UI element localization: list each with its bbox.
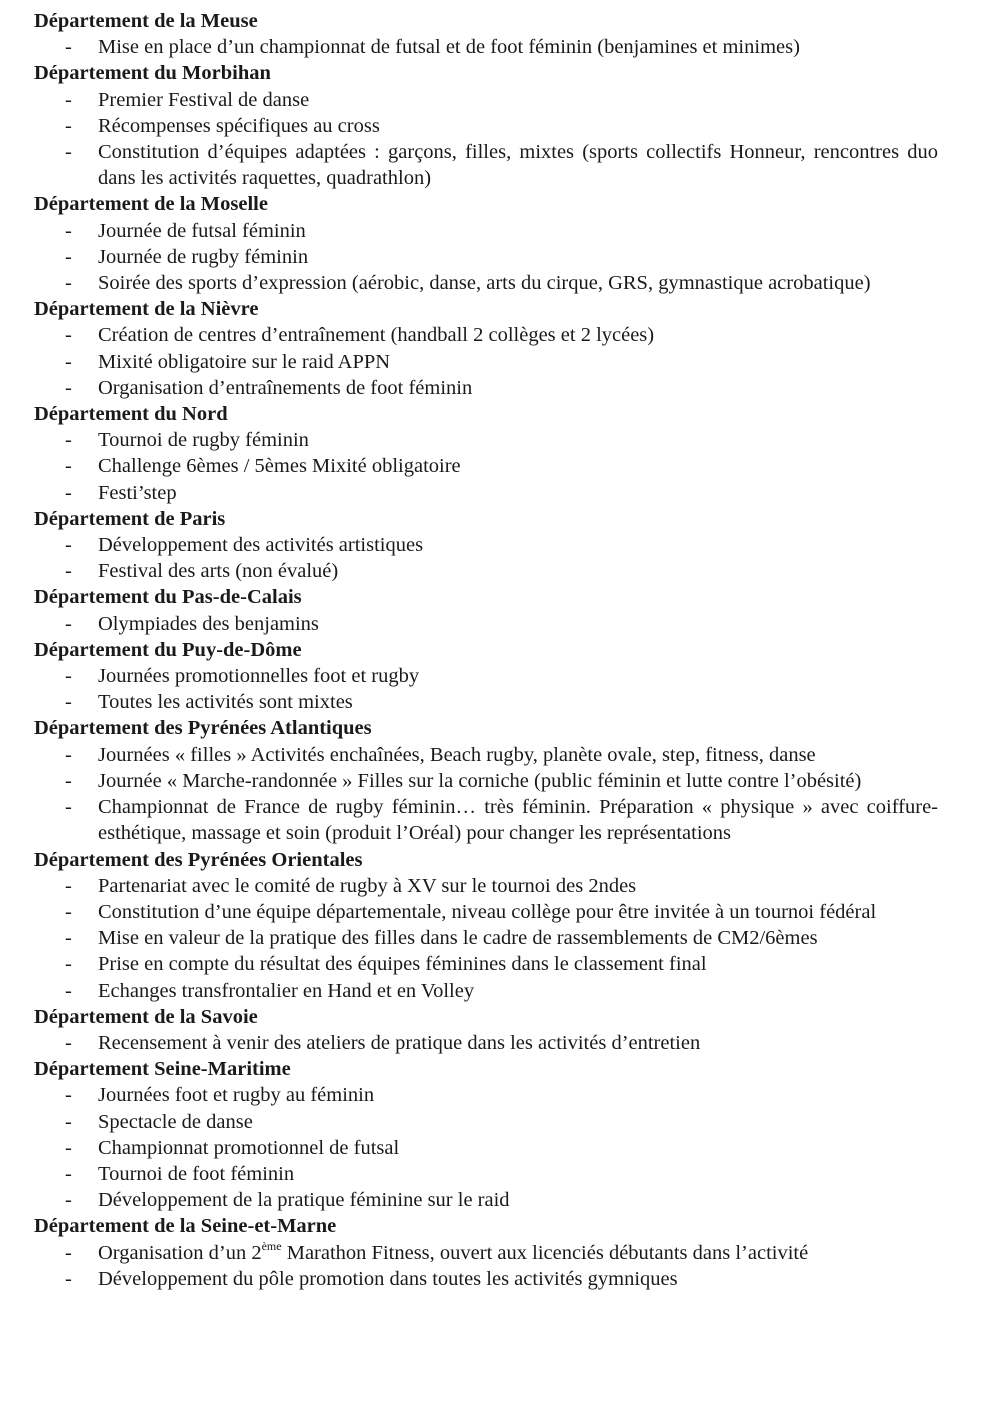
bullet-dash: - bbox=[65, 1267, 72, 1290]
item-list bbox=[34, 427, 940, 506]
department-heading: Département de la Seine-et-Marne bbox=[34, 1215, 337, 1238]
list-item bbox=[34, 742, 938, 768]
item-text: Journées promotionnelles foot et rugby bbox=[98, 665, 420, 688]
list-item bbox=[34, 1161, 938, 1187]
department-section bbox=[34, 8, 940, 60]
item-list bbox=[34, 34, 940, 60]
department-heading: Département du Pas-de-Calais bbox=[34, 586, 302, 609]
item-text: Partenariat avec le comité de rugby à XV sur le tournoi des 2ndes bbox=[98, 874, 637, 897]
department-heading: Département de la Savoie bbox=[34, 1005, 258, 1028]
bullet-dash: - bbox=[65, 455, 72, 478]
bullet-dash: - bbox=[65, 1031, 72, 1054]
item-list bbox=[34, 742, 940, 847]
department-section bbox=[34, 401, 940, 506]
item-text: Développement des activités artistiques bbox=[98, 534, 424, 557]
bullet-dash: - bbox=[65, 429, 72, 452]
department-heading: Département de la Moselle bbox=[34, 193, 268, 216]
bullet-dash: - bbox=[65, 1084, 72, 1107]
list-item bbox=[34, 978, 938, 1004]
department-section bbox=[34, 637, 940, 716]
item-text: Toutes les activités sont mixtes bbox=[98, 691, 353, 714]
list-item bbox=[34, 794, 938, 846]
list-item bbox=[34, 1030, 938, 1056]
bullet-dash: - bbox=[65, 534, 72, 557]
list-item bbox=[34, 349, 938, 375]
list-item bbox=[34, 322, 938, 348]
item-text: Spectacle de danse bbox=[98, 1110, 253, 1133]
item-text: Développement du pôle promotion dans toutes les activités gymniques bbox=[98, 1267, 678, 1290]
item-list bbox=[34, 611, 940, 637]
department-section bbox=[34, 506, 940, 585]
bullet-dash: - bbox=[65, 900, 72, 923]
list-item bbox=[34, 1266, 938, 1292]
item-text: Championnat promotionnel de futsal bbox=[98, 1136, 400, 1159]
item-text: Constitution d’une équipe départementale, niveau collège pour être invitée à un tournoi fédéral bbox=[98, 900, 877, 923]
item-text: Organisation d’entraînements de foot féminin bbox=[98, 376, 473, 399]
item-text: Tournoi de foot féminin bbox=[98, 1162, 295, 1185]
item-text: Olympiades des benjamins bbox=[98, 612, 319, 635]
bullet-dash: - bbox=[65, 1162, 72, 1185]
item-text: Festi’step bbox=[98, 481, 177, 504]
bullet-dash: - bbox=[65, 796, 72, 819]
bullet-dash: - bbox=[65, 481, 72, 504]
bullet-dash: - bbox=[65, 350, 72, 373]
bullet-dash: - bbox=[65, 245, 72, 268]
superscript: ème bbox=[261, 1238, 282, 1253]
department-heading: Département de la Meuse bbox=[34, 10, 258, 32]
item-list bbox=[34, 663, 940, 715]
list-item bbox=[34, 375, 938, 401]
list-item bbox=[34, 1082, 938, 1108]
item-list bbox=[34, 1082, 940, 1213]
bullet-dash: - bbox=[65, 88, 72, 111]
department-section bbox=[34, 191, 940, 296]
bullet-dash: - bbox=[65, 953, 72, 976]
item-text: Echanges transfrontalier en Hand et en Volley bbox=[98, 979, 475, 1002]
item-text: Constitution d’équipes adaptées : garçons, filles, mixtes (sports collectifs Honneur, rencontres duo dans les activités raquettes, quadrathlon) bbox=[98, 141, 938, 190]
department-heading: Département des Pyrénées Orientales bbox=[34, 848, 363, 871]
department-heading: Département de Paris bbox=[34, 507, 226, 530]
list-item bbox=[34, 427, 938, 453]
list-item bbox=[34, 899, 938, 925]
item-list bbox=[34, 873, 940, 1004]
list-item bbox=[34, 925, 938, 951]
bullet-dash: - bbox=[65, 665, 72, 688]
department-heading: Département du Morbihan bbox=[34, 62, 271, 85]
item-text: Tournoi de rugby féminin bbox=[98, 429, 309, 452]
list-item bbox=[34, 768, 938, 794]
list-item bbox=[34, 951, 938, 977]
item-text: Création de centres d’entraînement (handball 2 collèges et 2 lycées) bbox=[98, 324, 655, 347]
bullet-dash: - bbox=[65, 1241, 72, 1264]
list-item bbox=[34, 611, 938, 637]
list-item bbox=[34, 689, 938, 715]
list-item bbox=[34, 139, 938, 191]
document-page bbox=[34, 8, 940, 1292]
list-item bbox=[34, 873, 938, 899]
item-text: Challenge 6èmes / 5èmes Mixité obligatoire bbox=[98, 455, 461, 478]
list-item bbox=[34, 1109, 938, 1135]
department-section bbox=[34, 296, 940, 401]
list-item bbox=[34, 270, 938, 296]
item-text: Festival des arts (non évalué) bbox=[98, 560, 339, 583]
bullet-dash: - bbox=[65, 1189, 72, 1212]
item-text: Journées foot et rugby au féminin bbox=[98, 1084, 375, 1107]
department-section bbox=[34, 60, 940, 191]
item-text: Développement de la pratique féminine sur le raid bbox=[98, 1189, 510, 1212]
item-text: Soirée des sports d’expression (aérobic, danse, arts du cirque, GRS, gymnastique acrobatique) bbox=[98, 272, 871, 295]
bullet-dash: - bbox=[65, 324, 72, 347]
department-section bbox=[34, 1056, 940, 1213]
bullet-dash: - bbox=[65, 114, 72, 137]
list-item bbox=[34, 663, 938, 689]
item-list bbox=[34, 532, 940, 584]
department-heading: Département du Nord bbox=[34, 403, 228, 426]
bullet-dash: - bbox=[65, 743, 72, 766]
item-text: Journées « filles » Activités enchaînées, Beach rugby, planète ovale, step, fitness, danse bbox=[98, 743, 816, 766]
department-section bbox=[34, 584, 940, 636]
bullet-dash: - bbox=[65, 219, 72, 242]
list-item bbox=[34, 87, 938, 113]
item-text: Récompenses spécifiques au cross bbox=[98, 114, 380, 137]
bullet-dash: - bbox=[65, 769, 72, 792]
bullet-dash: - bbox=[65, 612, 72, 635]
list-item bbox=[34, 480, 938, 506]
bullet-dash: - bbox=[65, 1110, 72, 1133]
item-list bbox=[34, 322, 940, 401]
item-text: Mixité obligatoire sur le raid APPN bbox=[98, 350, 391, 373]
list-item bbox=[34, 1135, 938, 1161]
department-section bbox=[34, 1213, 940, 1292]
bullet-dash: - bbox=[65, 376, 72, 399]
item-text: Journée « Marche-randonnée » Filles sur la corniche (public féminin et lutte contre l’obésité) bbox=[98, 769, 862, 792]
item-text: Journée de futsal féminin bbox=[98, 219, 306, 242]
list-item bbox=[34, 34, 938, 60]
bullet-dash: - bbox=[65, 560, 72, 583]
department-heading: Département Seine-Maritime bbox=[34, 1058, 291, 1081]
department-section bbox=[34, 1004, 940, 1056]
department-heading: Département du Puy-de-Dôme bbox=[34, 638, 302, 661]
item-text: Premier Festival de danse bbox=[98, 88, 310, 111]
bullet-dash: - bbox=[65, 141, 72, 164]
list-item bbox=[34, 1240, 938, 1266]
item-list bbox=[34, 1030, 940, 1056]
bullet-dash: - bbox=[65, 36, 72, 59]
item-list bbox=[34, 1240, 940, 1292]
list-item bbox=[34, 113, 938, 139]
department-heading: Département des Pyrénées Atlantiques bbox=[34, 717, 372, 740]
list-item bbox=[34, 244, 938, 270]
department-section bbox=[34, 715, 940, 846]
item-list bbox=[34, 87, 940, 192]
list-item bbox=[34, 532, 938, 558]
item-text: Championnat de France de rugby féminin… très féminin. Préparation « physique » avec coiffure-esthétique, massage et soin (produit l’Oréal) pour changer les représentations bbox=[98, 796, 938, 845]
item-text: Organisation d’un 2 bbox=[98, 1241, 262, 1264]
item-list bbox=[34, 218, 940, 297]
list-item bbox=[34, 558, 938, 584]
department-heading: Département de la Nièvre bbox=[34, 298, 259, 321]
item-text: Mise en place d’un championnat de futsal et de foot féminin (benjamines et minimes) bbox=[98, 36, 800, 59]
bullet-dash: - bbox=[65, 979, 72, 1002]
item-text: Marathon Fitness, ouvert aux licenciés débutants dans l’activité bbox=[281, 1241, 809, 1264]
bullet-dash: - bbox=[65, 927, 72, 950]
item-text: Recensement à venir des ateliers de pratique dans les activités d’entretien bbox=[98, 1031, 701, 1054]
list-item bbox=[34, 1187, 938, 1213]
department-section bbox=[34, 847, 940, 1004]
bullet-dash: - bbox=[65, 874, 72, 897]
list-item bbox=[34, 218, 938, 244]
item-text: Prise en compte du résultat des équipes féminines dans le classement final bbox=[98, 953, 707, 976]
list-item bbox=[34, 453, 938, 479]
bullet-dash: - bbox=[65, 691, 72, 714]
item-text: Mise en valeur de la pratique des filles dans le cadre de rassemblements de CM2/6èmes bbox=[98, 927, 818, 950]
bullet-dash: - bbox=[65, 272, 72, 295]
item-text: Journée de rugby féminin bbox=[98, 245, 309, 268]
bullet-dash: - bbox=[65, 1136, 72, 1159]
